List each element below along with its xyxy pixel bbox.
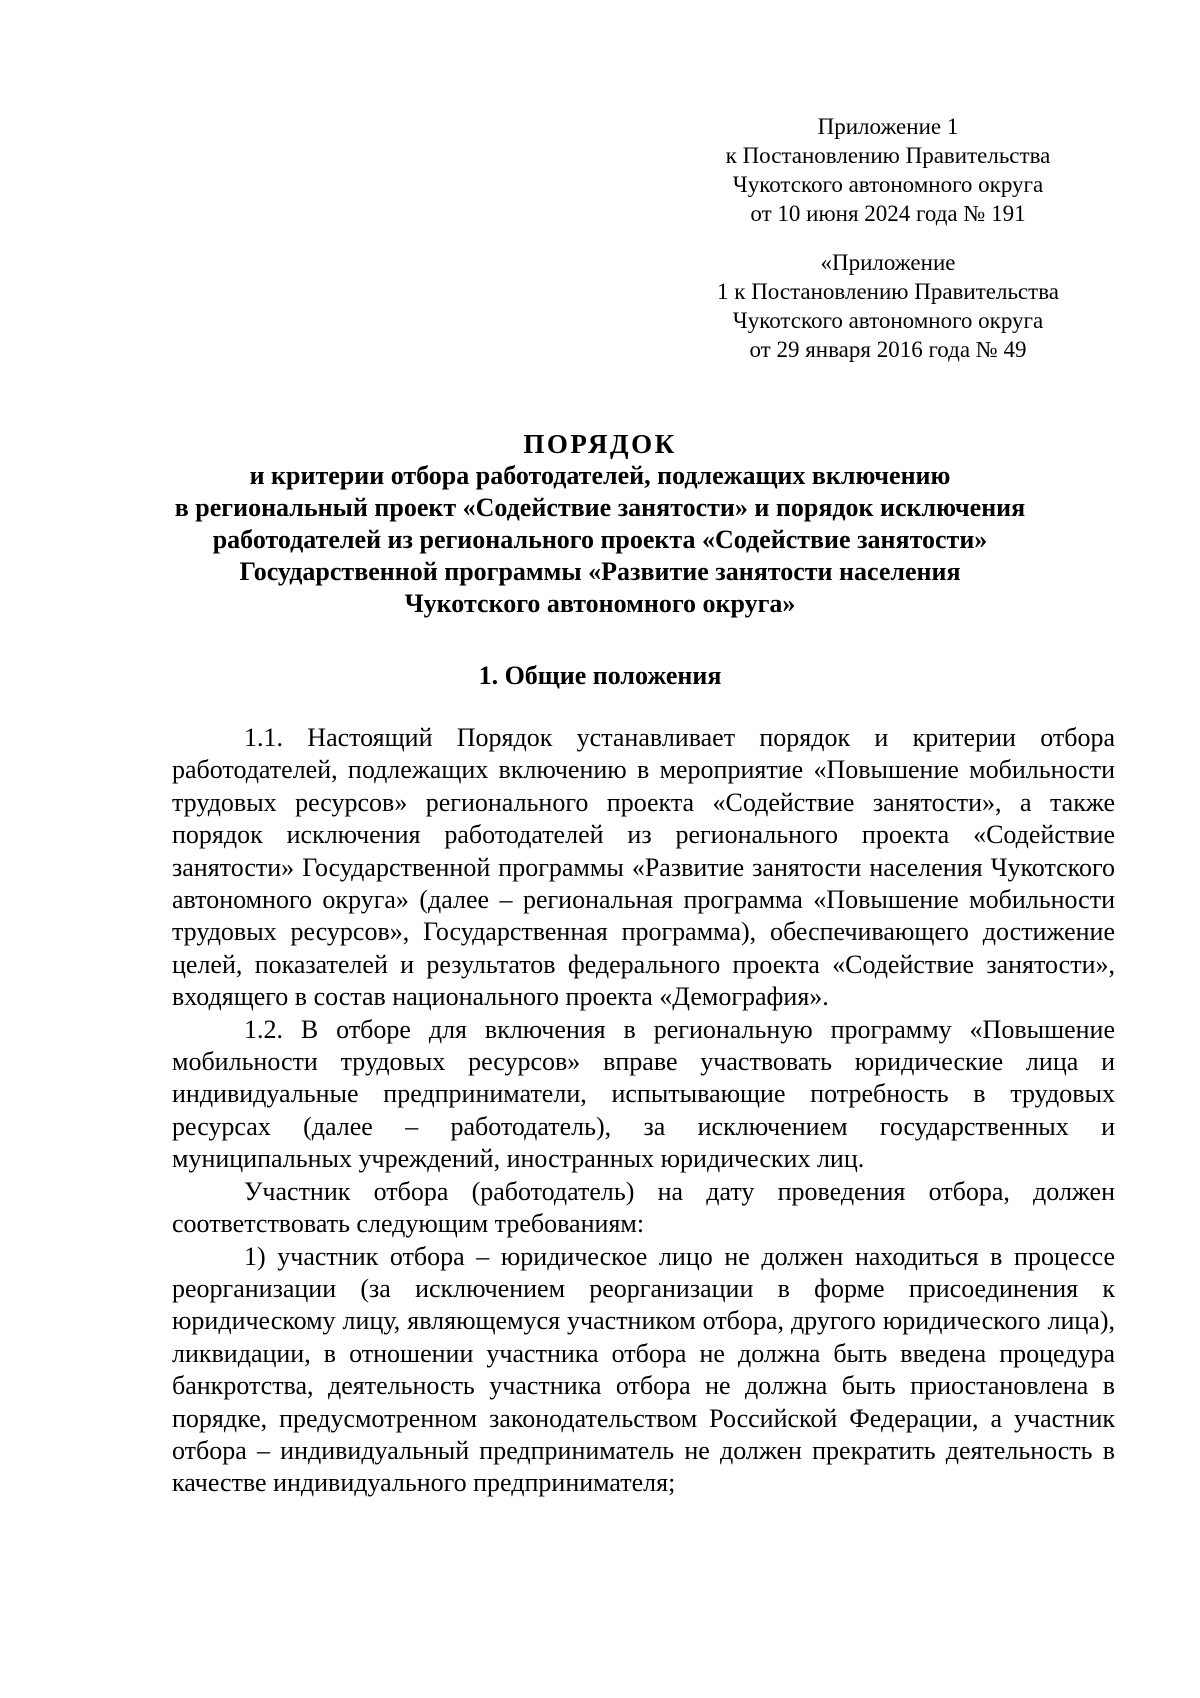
annex-previous-line: «Приложение — [820, 250, 956, 275]
title-line: и критерии отбора работодателей, подлежащих включению — [249, 461, 951, 490]
document-title — [90, 428, 1110, 620]
paragraph-1-1: 1.1. Настоящий Порядок устанавливает порядок и критерии отбора работодателей, подлежащих включению в мероприятие «Повышение мобильности трудовых ресурсов» регионального проекта «Содействие занятости», а также порядок исключения работодателей из регионального проекта «Содействие занятости» Государственной программы «Развитие занятости населения Чукотского автономного округа» (далее – региональная программа «Повышение мобильности трудовых ресурсов», Государственная программа), обеспечивающего достижение целей, показателей и результатов федерального проекта «Содействие занятости», входящего в состав национального проекта «Демография». — [172, 723, 1115, 1012]
paragraph-requirement-1: 1) участник отбора – юридическое лицо не должен находиться в процессе реорганизации (за исключением реорганизации в форме присоединения к юридическому лицу, являющемуся участником отбора, другого юридического лица), ликвидации, в отношении участника отбора не должна быть введена процедура банкротства, деятельность участника отбора не должна быть приостановлена в порядке, предусмотренном законодательством Российской Федерации, а участник отбора – индивидуальный предприниматель не должен прекратить деятельность в качестве индивидуального предпринимателя; — [172, 1241, 1115, 1498]
paragraph-requirements-intro: Участник отбора (работодатель) на дату проведения отбора, должен соответствовать следующим требованиям: — [172, 1176, 1115, 1239]
title-main: ПОРЯДОК — [523, 429, 677, 459]
annex-previous-header — [678, 248, 1098, 364]
annex-current-line: к Постановлению Правительства — [725, 143, 1051, 168]
title-line: работодателей из регионального проекта «Содействие занятости» — [212, 525, 988, 554]
section-heading: 1. Общие положения — [478, 661, 722, 690]
annex-current-line: Чукотского автономного округа — [732, 172, 1044, 197]
annex-current-line: от 10 июня 2024 года № 191 — [750, 201, 1026, 226]
annex-previous-line: Чукотского автономного округа — [732, 308, 1044, 333]
annex-current-header — [678, 112, 1098, 228]
annex-previous-line: 1 к Постановлению Правительства — [717, 279, 1059, 304]
paragraph-1-2: 1.2. В отборе для включения в региональную программу «Повышение мобильности трудовых ресурсов» вправе участвовать юридические лица и индивидуальные предприниматели, испытывающие потребность в трудовых ресурсах (далее – работодатель), за исключением государственных и муниципальных учреждений, иностранных юридических лиц. — [172, 1014, 1115, 1174]
section-body — [172, 722, 1115, 1500]
title-line: Чукотского автономного округа» — [404, 589, 796, 618]
annex-previous-line: от 29 января 2016 года № 49 — [749, 337, 1027, 362]
title-line: в региональный проект «Содействие занятости» и порядок исключения — [174, 493, 1026, 522]
annex-current-line: Приложение 1 — [817, 114, 959, 139]
title-line: Государственной программы «Развитие занятости населения — [239, 557, 961, 586]
